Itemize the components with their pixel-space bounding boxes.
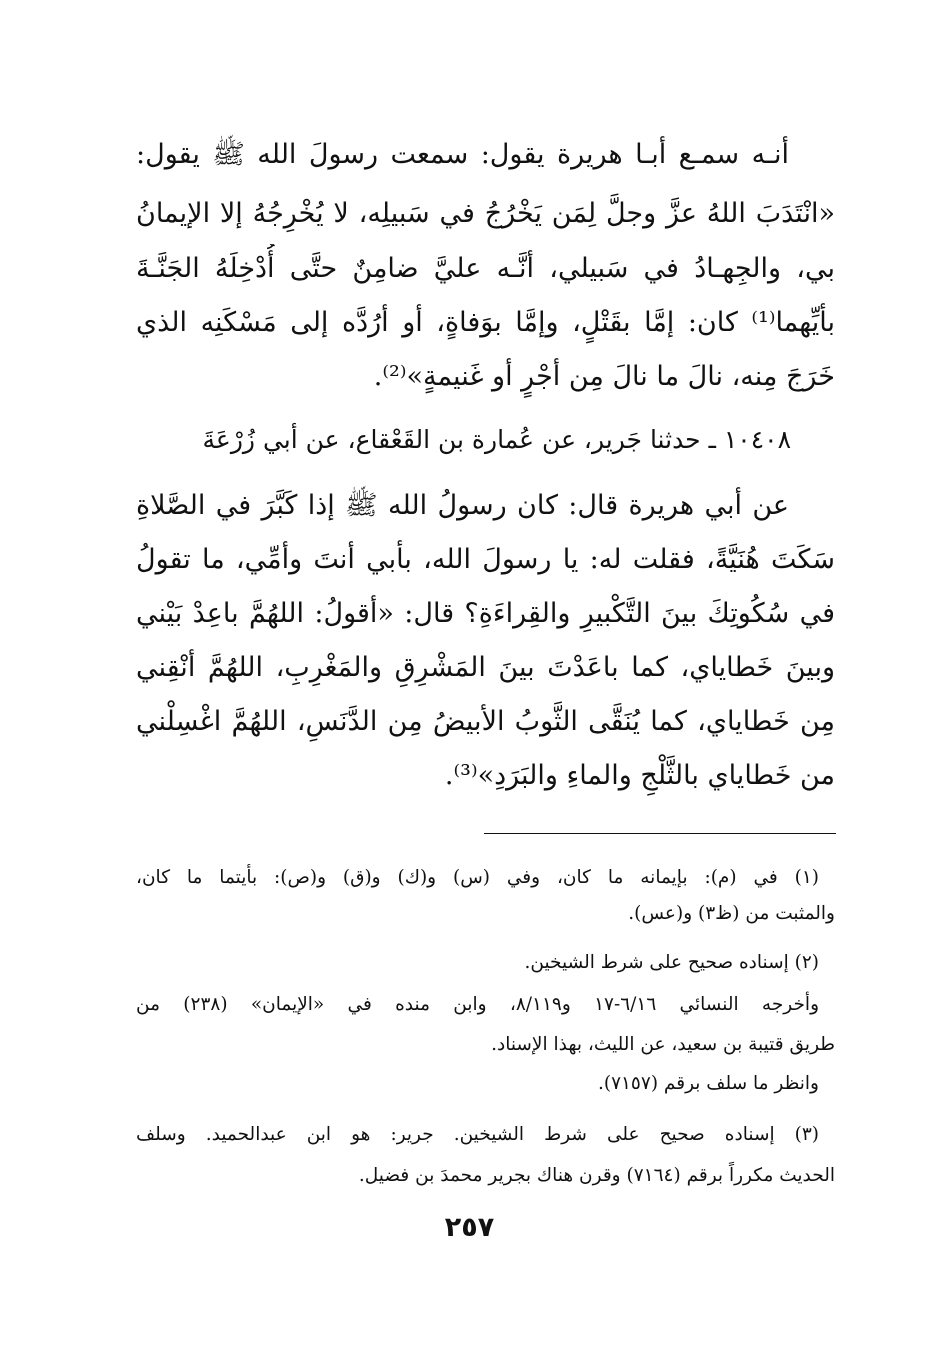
hadith-2-line-6: من خَطاياي بالثَّلْجِ والماءِ والبَرَدِ»⁽³⁾. [444,760,835,791]
hadith-2-line-5: مِن خَطاياي، كما يُنَقَّى الثَّوبُ الأبيضُ مِن الدَّنَسِ، اللهُمَّ اغْسِلْني [136,706,835,737]
footnote-2-line-2: وأخرجه النسائي ٦/١٦-١٧ و٨/١١٩، وابن منده في «الإيمان» (٢٣٨) من [136,994,819,1015]
footnote-1-line-1: (١) في (م): بإيمانه ما كان، وفي (س) و(ك) و(ق) و(ص): بأيتما ما كان، [136,867,819,888]
hadith-2-line-2: سَكَتَ هُنَيَّةً، فقلت له: يا رسولَ الله، بأبي أنتَ وأمِّي، ما تقولُ [136,544,835,575]
hadith-1-line-5: خَرَجَ مِنه، نالَ ما نالَ مِن أجْرٍ أو غَنيمةٍ»⁽²⁾. [373,361,835,392]
hadith-2-line-3: في سُكُوتِكَ بينَ التَّكْبيرِ والقِراءَةِ؟ قال: «أقولُ: اللهُمَّ باعِدْ بَيْني [136,598,835,629]
hadith-2-heading: ١٠٤٠٨ ـ حدثنا جَرير، عن عُمارة بن القَعْقاع، عن أبي زُرْعَةَ [202,425,791,454]
footnote-2-line-1: (٢) إسناده صحيح على شرط الشيخين. [524,952,819,973]
footnote-2-line-4: وانظر ما سلف برقم (٧١٥٧). [597,1073,819,1094]
page-number: ٢٥٧ [444,1212,495,1243]
hadith-1-line-4: بأيِّهما⁽¹⁾ كان: إمَّا بقَتْلٍ، وإمَّا بوَفاةٍ، أو أرُدَّه إلى مَسْكَنِه الذي [136,307,835,338]
footnote-separator [484,833,836,834]
footnote-3-line-2: الحديث مكرراً برقم (٧١٦٤) وقرن هناك بجرير محمدَ بن فضيل. [358,1165,835,1186]
footnote-2-line-3: طريق قتيبة بن سعيد، عن الليث، بهذا الإسناد. [491,1034,835,1055]
hadith-1-line-3: بي، والجِهـادُ في سَبيلي، أنَّـه عليَّ ضامِنٌ حتَّى أُدْخِلَهُ الجَنَّـةَ [136,253,835,284]
hadith-1-line-2: «انْتَدَبَ اللهُ عزَّ وجلَّ لِمَن يَخْرُجُ في سَبيلِه، لا يُخْرِجُهُ إلا الإيمانُ [136,198,835,229]
hadith-2-line-1: عن أبي هريرة قال: كان رسولُ الله ﷺ إذا كَبَّرَ في الصَّلاةِ [136,490,789,521]
hadith-2-line-4: وبينَ خَطاياي، كما باعَدْتَ بينَ المَشْرِقِ والمَغْرِبِ، اللهُمَّ أنْقِني [136,652,835,683]
footnote-1-line-2: والمثبت من (ظ٣) و(عس). [628,903,835,924]
footnote-3-line-1: (٣) إسناده صحيح على شرط الشيخين. جرير: هو ابن عبدالحميد. وسلف [136,1124,819,1145]
hadith-1-line-1: أنـه سمـع أبـا هريرة يقول: سمعت رسولَ الله ﷺ يقول: [136,139,789,170]
